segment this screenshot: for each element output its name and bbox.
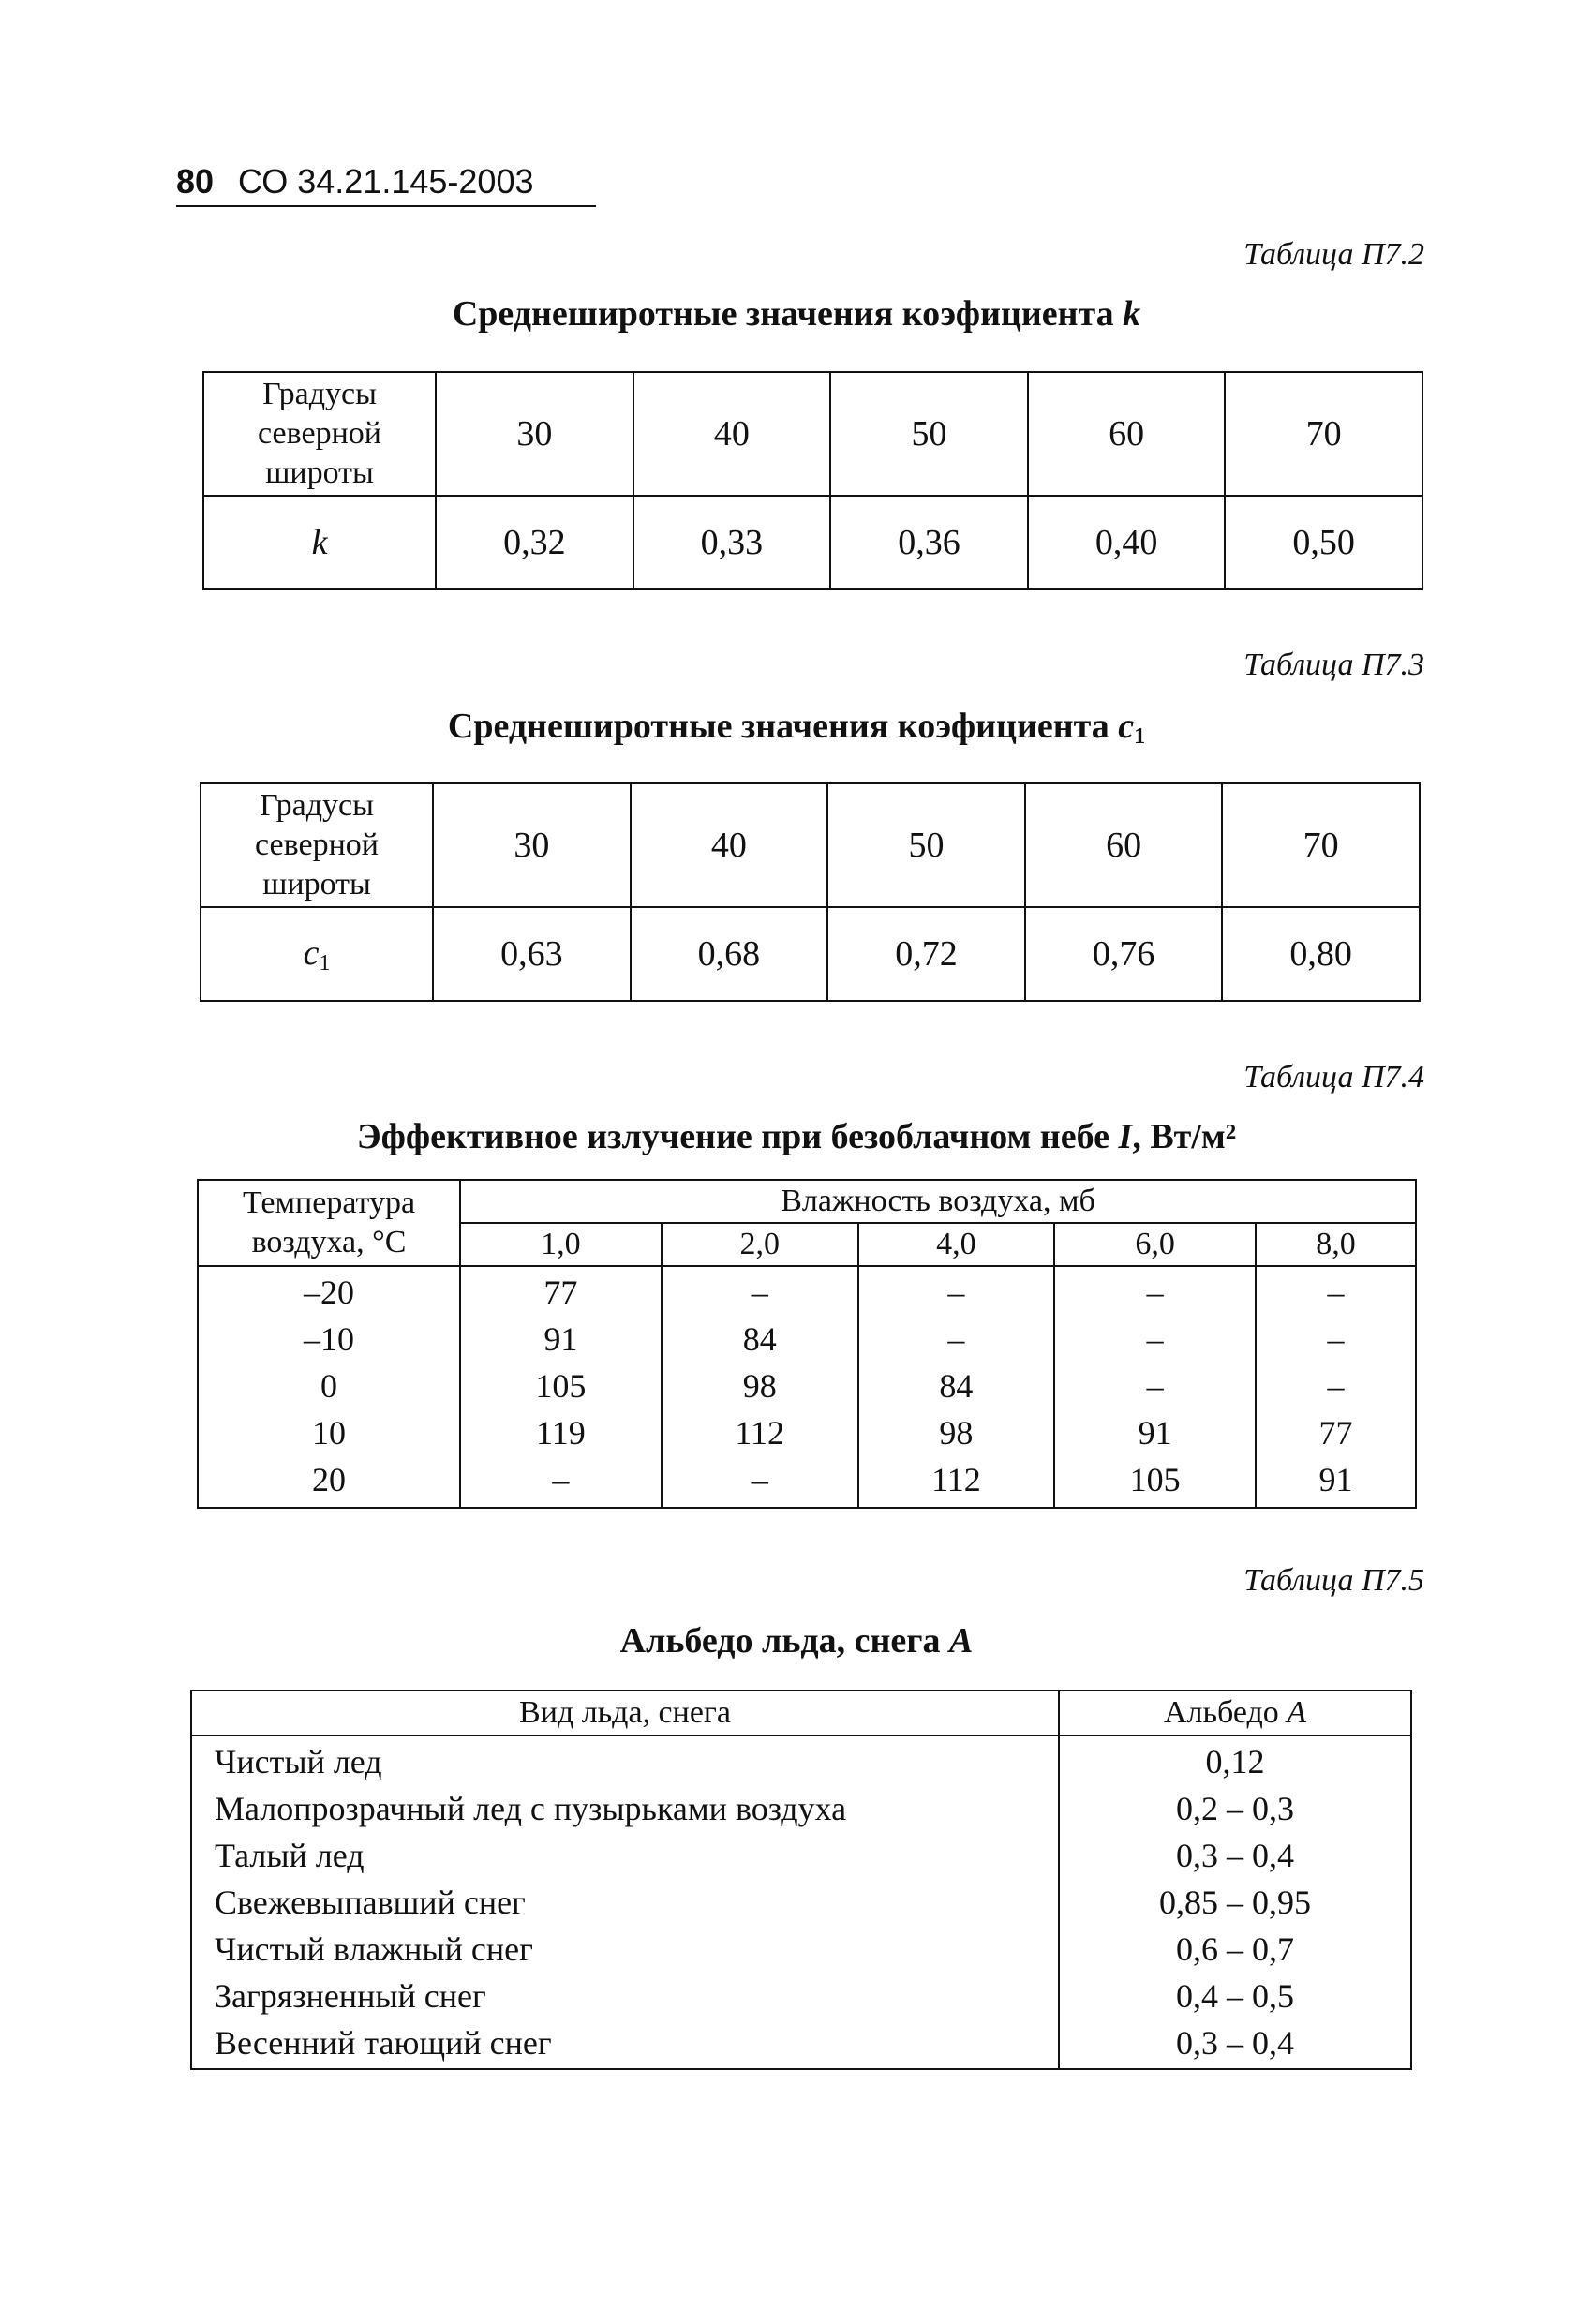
value-cell: 105 xyxy=(1054,1456,1256,1508)
albedo-cell: 0,3 – 0,4 xyxy=(1059,1832,1411,1879)
value-cell: 0,50 xyxy=(1225,496,1422,589)
latitude-cell: 60 xyxy=(1025,783,1223,907)
albedo-cell: 0,85 – 0,95 xyxy=(1059,1879,1411,1926)
table-row xyxy=(198,1456,1416,1508)
table-row xyxy=(191,1736,1411,1785)
kind-cell: Свежевыпавший снег xyxy=(191,1879,1059,1926)
table-p7-4 xyxy=(197,1179,1417,1509)
latitude-cell: 60 xyxy=(1028,372,1226,496)
value-cell: 105 xyxy=(460,1363,662,1409)
humidity-header-cell: 6,0 xyxy=(1054,1223,1256,1266)
latitude-cell: 40 xyxy=(633,372,831,496)
value-cell: 0,68 xyxy=(631,907,828,1001)
value-cell: 98 xyxy=(662,1363,858,1409)
table-row xyxy=(191,1785,1411,1832)
kind-cell: Чистый влажный снег xyxy=(191,1926,1059,1973)
latitude-cell: 70 xyxy=(1222,783,1420,907)
value-cell: 112 xyxy=(858,1456,1055,1508)
latitude-cell: 70 xyxy=(1225,372,1422,496)
table-row xyxy=(198,1409,1416,1456)
table-row xyxy=(198,1363,1416,1409)
value-cell: 0,63 xyxy=(433,907,631,1001)
value-cell: – xyxy=(662,1266,858,1316)
value-cell: 112 xyxy=(662,1409,858,1456)
latitude-cell: 50 xyxy=(827,783,1025,907)
value-cell: – xyxy=(1256,1266,1416,1316)
row-header-latitude: Градусы северной широты xyxy=(201,783,433,907)
table-p7-3-label: Таблица П7.3 xyxy=(1243,648,1424,682)
temperature-cell: 20 xyxy=(198,1456,460,1508)
value-cell: 84 xyxy=(662,1316,858,1363)
table-row xyxy=(201,907,1420,1001)
value-cell: – xyxy=(858,1316,1055,1363)
latitude-cell: 40 xyxy=(631,783,828,907)
albedo-cell: 0,6 – 0,7 xyxy=(1059,1926,1411,1973)
value-cell: 91 xyxy=(460,1316,662,1363)
kind-cell: Весенний тающий снег xyxy=(191,2019,1059,2069)
table-p7-2-title: Среднеширотные значения коэфициента k xyxy=(452,294,1141,334)
table-p7-2-label: Таблица П7.2 xyxy=(1243,237,1424,272)
value-cell: 0,33 xyxy=(633,496,831,589)
value-cell: – xyxy=(1054,1363,1256,1409)
table-row xyxy=(191,1879,1411,1926)
value-cell: 0,72 xyxy=(827,907,1025,1001)
table-row xyxy=(203,372,1422,496)
column-header-kind: Вид льда, снега xyxy=(191,1691,1059,1736)
kind-cell: Малопрозрачный лед с пузырьками воздуха xyxy=(191,1785,1059,1832)
value-cell: – xyxy=(1256,1363,1416,1409)
value-cell: 98 xyxy=(858,1409,1055,1456)
value-cell: 0,80 xyxy=(1222,907,1420,1001)
row-header-k: k xyxy=(203,496,436,589)
table-row xyxy=(198,1316,1416,1363)
value-cell: 0,36 xyxy=(830,496,1028,589)
value-cell: 0,32 xyxy=(436,496,633,589)
temperature-cell: –20 xyxy=(198,1266,460,1316)
value-cell: – xyxy=(1054,1266,1256,1316)
value-cell: 119 xyxy=(460,1409,662,1456)
table-p7-4-label: Таблица П7.4 xyxy=(1243,1060,1424,1095)
table-p7-5-title: Альбедо льда, снега A xyxy=(619,1621,974,1661)
table-p7-3-title: Среднеширотные значения коэфициента c1 xyxy=(447,707,1146,749)
document-code: СО 34.21.145-2003 xyxy=(238,162,534,201)
temperature-cell: –10 xyxy=(198,1316,460,1363)
table-row xyxy=(203,496,1422,589)
latitude-cell: 50 xyxy=(830,372,1028,496)
value-cell: 77 xyxy=(1256,1409,1416,1456)
table-header-row xyxy=(198,1180,1416,1223)
value-cell: 91 xyxy=(1256,1456,1416,1508)
value-cell: 77 xyxy=(460,1266,662,1316)
column-header-albedo: Альбедо A xyxy=(1059,1691,1411,1736)
value-cell: – xyxy=(662,1456,858,1508)
humidity-header-cell: 2,0 xyxy=(662,1223,858,1266)
table-p7-4-title: Эффективное излучение при безоблачном небе I, Вт/м² xyxy=(356,1117,1237,1156)
table-p7-3 xyxy=(200,782,1421,1002)
humidity-header-cell: 4,0 xyxy=(858,1223,1055,1266)
table-row xyxy=(191,1973,1411,2019)
kind-cell: Чистый лед xyxy=(191,1736,1059,1785)
table-p7-2 xyxy=(202,371,1423,590)
albedo-cell: 0,2 – 0,3 xyxy=(1059,1785,1411,1832)
value-cell: – xyxy=(1054,1316,1256,1363)
temperature-cell: 10 xyxy=(198,1409,460,1456)
table-row xyxy=(191,1832,1411,1879)
table-header-row xyxy=(191,1691,1411,1736)
page-number: 80 xyxy=(176,162,215,201)
latitude-cell: 30 xyxy=(433,783,631,907)
albedo-cell: 0,4 – 0,5 xyxy=(1059,1973,1411,2019)
temperature-cell: 0 xyxy=(198,1363,460,1409)
value-cell: 0,40 xyxy=(1028,496,1226,589)
title-symbol-k: k xyxy=(1123,294,1141,334)
table-p7-5-label: Таблица П7.5 xyxy=(1243,1563,1424,1598)
running-head xyxy=(176,161,596,207)
humidity-header-cell: 8,0 xyxy=(1256,1223,1416,1266)
humidity-header-cell: 1,0 xyxy=(460,1223,662,1266)
albedo-cell: 0,12 xyxy=(1059,1736,1411,1785)
kind-cell: Загрязненный снег xyxy=(191,1973,1059,2019)
table-row xyxy=(201,783,1420,907)
column-header-humidity: Влажность воздуха, мб xyxy=(460,1180,1416,1223)
value-cell: 91 xyxy=(1054,1409,1256,1456)
column-header-temperature: Температура воздуха, °С xyxy=(198,1180,460,1266)
value-cell: 84 xyxy=(858,1363,1055,1409)
row-header-c1: c1 xyxy=(201,907,433,1001)
value-cell: – xyxy=(858,1266,1055,1316)
table-row xyxy=(191,1926,1411,1973)
table-p7-5 xyxy=(190,1690,1412,2070)
table-row xyxy=(198,1266,1416,1316)
albedo-cell: 0,3 – 0,4 xyxy=(1059,2019,1411,2069)
value-cell: – xyxy=(1256,1316,1416,1363)
kind-cell: Талый лед xyxy=(191,1832,1059,1879)
value-cell: 0,76 xyxy=(1025,907,1223,1001)
row-header-latitude: Градусы северной широты xyxy=(203,372,436,496)
table-row xyxy=(191,2019,1411,2069)
value-cell: – xyxy=(460,1456,662,1508)
latitude-cell: 30 xyxy=(436,372,633,496)
